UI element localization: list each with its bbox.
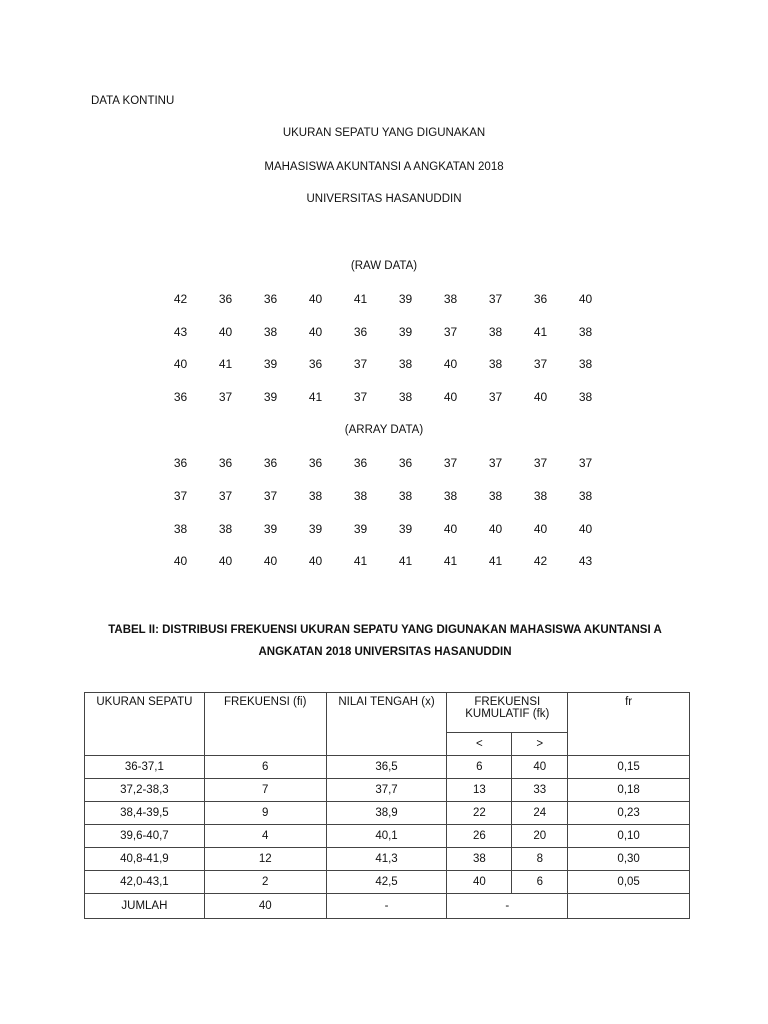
table-cell-fr: 0,30	[568, 848, 690, 871]
table-cell-size: 37,2-38,3	[85, 779, 205, 802]
table-cell-freq: 6	[204, 756, 326, 779]
table-cell-fr: 0,05	[568, 871, 690, 894]
array-data-value: 38	[173, 522, 188, 536]
table-cell-less: 6	[447, 756, 512, 779]
table-cell-fr: 0,10	[568, 825, 690, 848]
header-frekuensi-kumulatif	[447, 693, 568, 733]
frequency-table	[84, 692, 690, 919]
raw-data-value: 36	[263, 292, 278, 306]
table-cell-more: 40	[512, 756, 568, 779]
array-data-value: 36	[218, 456, 233, 470]
array-data-value: 40	[218, 554, 233, 568]
raw-data-value: 36	[308, 357, 323, 371]
array-data-value: 36	[263, 456, 278, 470]
table-cell-mid: 36,5	[326, 756, 447, 779]
array-data-heading: (ARRAY DATA)	[344, 424, 424, 436]
array-data-value: 37	[488, 456, 503, 470]
total-cum: -	[447, 894, 568, 919]
header-nilai-tengah: NILAI TENGAH (x)	[326, 693, 447, 756]
header-cum-more: >	[512, 733, 568, 756]
header-cum-line-2: KUMULATIF (fk)	[465, 708, 550, 720]
raw-data-value: 39	[398, 325, 413, 339]
array-data-value: 36	[353, 456, 368, 470]
table-cell-size: 40,8-41,9	[85, 848, 205, 871]
array-data-row	[158, 522, 608, 536]
array-data-value: 38	[353, 489, 368, 503]
header-cum-less: <	[447, 733, 512, 756]
array-data-value: 39	[398, 522, 413, 536]
table-row	[85, 756, 690, 779]
raw-data-value: 41	[353, 292, 368, 306]
table-cell-size: 38,4-39,5	[85, 802, 205, 825]
array-data-value: 40	[488, 522, 503, 536]
table-cell-mid: 42,5	[326, 871, 447, 894]
table-cell-more: 20	[512, 825, 568, 848]
array-data-value: 42	[533, 554, 548, 568]
table-cell-mid: 40,1	[326, 825, 447, 848]
array-data-value: 38	[533, 489, 548, 503]
array-data-value: 41	[398, 554, 413, 568]
table-row	[85, 802, 690, 825]
raw-data-value: 42	[173, 292, 188, 306]
array-data-value: 38	[218, 522, 233, 536]
raw-data-value: 38	[578, 390, 593, 404]
raw-data-value: 36	[218, 292, 233, 306]
raw-data-value: 36	[353, 325, 368, 339]
raw-data-value: 37	[488, 390, 503, 404]
table-cell-more: 6	[512, 871, 568, 894]
title-line-3: UNIVERSITAS HASANUDDIN	[306, 193, 462, 205]
table-cell-fr: 0,23	[568, 802, 690, 825]
table-cell-fr: 0,15	[568, 756, 690, 779]
array-data-value: 37	[443, 456, 458, 470]
raw-data-value: 40	[173, 357, 188, 371]
array-data-value: 40	[578, 522, 593, 536]
array-data-row	[158, 554, 608, 568]
raw-data-value: 38	[398, 357, 413, 371]
raw-data-value: 40	[308, 325, 323, 339]
table-cell-size: 42,0-43,1	[85, 871, 205, 894]
raw-data-value: 37	[218, 390, 233, 404]
raw-data-value: 36	[533, 292, 548, 306]
array-data-value: 38	[488, 489, 503, 503]
raw-data-value: 41	[308, 390, 323, 404]
raw-data-value: 41	[218, 357, 233, 371]
raw-data-value: 38	[398, 390, 413, 404]
array-data-value: 40	[173, 554, 188, 568]
table-row	[85, 871, 690, 894]
title-line-1: UKURAN SEPATU YANG DIGUNAKAN	[282, 127, 486, 139]
array-data-value: 37	[218, 489, 233, 503]
table-cell-less: 26	[447, 825, 512, 848]
array-data-value: 40	[308, 554, 323, 568]
header-cum-line-1: FREKUENSI	[474, 696, 541, 708]
table-cell-fr: 0,18	[568, 779, 690, 802]
table-cell-less: 38	[447, 848, 512, 871]
total-freq: 40	[204, 894, 326, 919]
raw-data-value: 39	[263, 357, 278, 371]
raw-data-value: 41	[533, 325, 548, 339]
raw-data-row	[158, 357, 608, 371]
table-cell-more: 8	[512, 848, 568, 871]
table-row	[85, 848, 690, 871]
raw-data-value: 40	[443, 390, 458, 404]
array-data-value: 39	[353, 522, 368, 536]
raw-data-value: 39	[398, 292, 413, 306]
array-data-value: 39	[308, 522, 323, 536]
table-cell-less: 22	[447, 802, 512, 825]
header-ukuran-sepatu: UKURAN SEPATU	[85, 693, 205, 756]
table-cell-more: 24	[512, 802, 568, 825]
table-cell-mid: 41,3	[326, 848, 447, 871]
raw-data-value: 38	[578, 357, 593, 371]
array-data-value: 41	[443, 554, 458, 568]
table-cell-freq: 4	[204, 825, 326, 848]
total-mid: -	[326, 894, 447, 919]
table-cell-size: 39,6-40,7	[85, 825, 205, 848]
array-data-value: 37	[533, 456, 548, 470]
array-data-value: 37	[263, 489, 278, 503]
raw-data-value: 37	[353, 390, 368, 404]
array-data-value: 41	[488, 554, 503, 568]
table-cell-mid: 37,7	[326, 779, 447, 802]
table-cell-less: 40	[447, 871, 512, 894]
raw-data-value: 36	[173, 390, 188, 404]
array-data-value: 38	[308, 489, 323, 503]
array-data-row	[158, 489, 608, 503]
raw-data-value: 40	[533, 390, 548, 404]
total-label: JUMLAH	[85, 894, 205, 919]
raw-data-value: 43	[173, 325, 188, 339]
table-cell-freq: 12	[204, 848, 326, 871]
array-data-value: 40	[533, 522, 548, 536]
raw-data-row	[158, 292, 608, 306]
table-cell-less: 13	[447, 779, 512, 802]
raw-data-value: 40	[308, 292, 323, 306]
raw-data-value: 37	[488, 292, 503, 306]
table-row	[85, 825, 690, 848]
raw-data-heading: (RAW DATA)	[350, 260, 418, 272]
raw-data-value: 40	[218, 325, 233, 339]
total-fr	[568, 894, 690, 919]
array-data-value: 39	[263, 522, 278, 536]
table-title-line-1: TABEL II: DISTRIBUSI FREKUENSI UKURAN SEPATU YANG DIGUNAKAN MAHASISWA AKUNTANSI A	[108, 624, 662, 636]
raw-data-value: 37	[443, 325, 458, 339]
table-cell-mid: 38,9	[326, 802, 447, 825]
table-cell-more: 33	[512, 779, 568, 802]
array-data-row	[158, 456, 608, 470]
raw-data-value: 37	[353, 357, 368, 371]
raw-data-value: 38	[443, 292, 458, 306]
array-data-value: 38	[443, 489, 458, 503]
raw-data-value: 40	[578, 292, 593, 306]
raw-data-value: 38	[578, 325, 593, 339]
array-data-value: 37	[578, 456, 593, 470]
header-frekuensi: FREKUENSI (fi)	[204, 693, 326, 756]
raw-data-value: 38	[263, 325, 278, 339]
raw-data-row	[158, 325, 608, 339]
raw-data-value: 38	[488, 325, 503, 339]
array-data-value: 43	[578, 554, 593, 568]
table-row	[85, 779, 690, 802]
table-cell-freq: 7	[204, 779, 326, 802]
raw-data-value: 37	[533, 357, 548, 371]
array-data-value: 36	[173, 456, 188, 470]
raw-data-value: 38	[488, 357, 503, 371]
title-line-2: MAHASISWA AKUNTANSI A ANGKATAN 2018	[264, 161, 504, 173]
table-cell-freq: 9	[204, 802, 326, 825]
array-data-value: 40	[263, 554, 278, 568]
header-fr: fr	[568, 693, 690, 756]
table-title-line-2: ANGKATAN 2018 UNIVERSITAS HASANUDDIN	[258, 646, 512, 658]
array-data-value: 41	[353, 554, 368, 568]
document-label: DATA KONTINU	[91, 95, 175, 107]
array-data-value: 37	[173, 489, 188, 503]
array-data-value: 40	[443, 522, 458, 536]
raw-data-value: 40	[443, 357, 458, 371]
table-cell-size: 36-37,1	[85, 756, 205, 779]
raw-data-value: 39	[263, 390, 278, 404]
table-total-row	[85, 894, 690, 919]
array-data-value: 36	[308, 456, 323, 470]
array-data-value: 36	[398, 456, 413, 470]
array-data-value: 38	[398, 489, 413, 503]
table-cell-freq: 2	[204, 871, 326, 894]
raw-data-row	[158, 390, 608, 404]
array-data-value: 38	[578, 489, 593, 503]
